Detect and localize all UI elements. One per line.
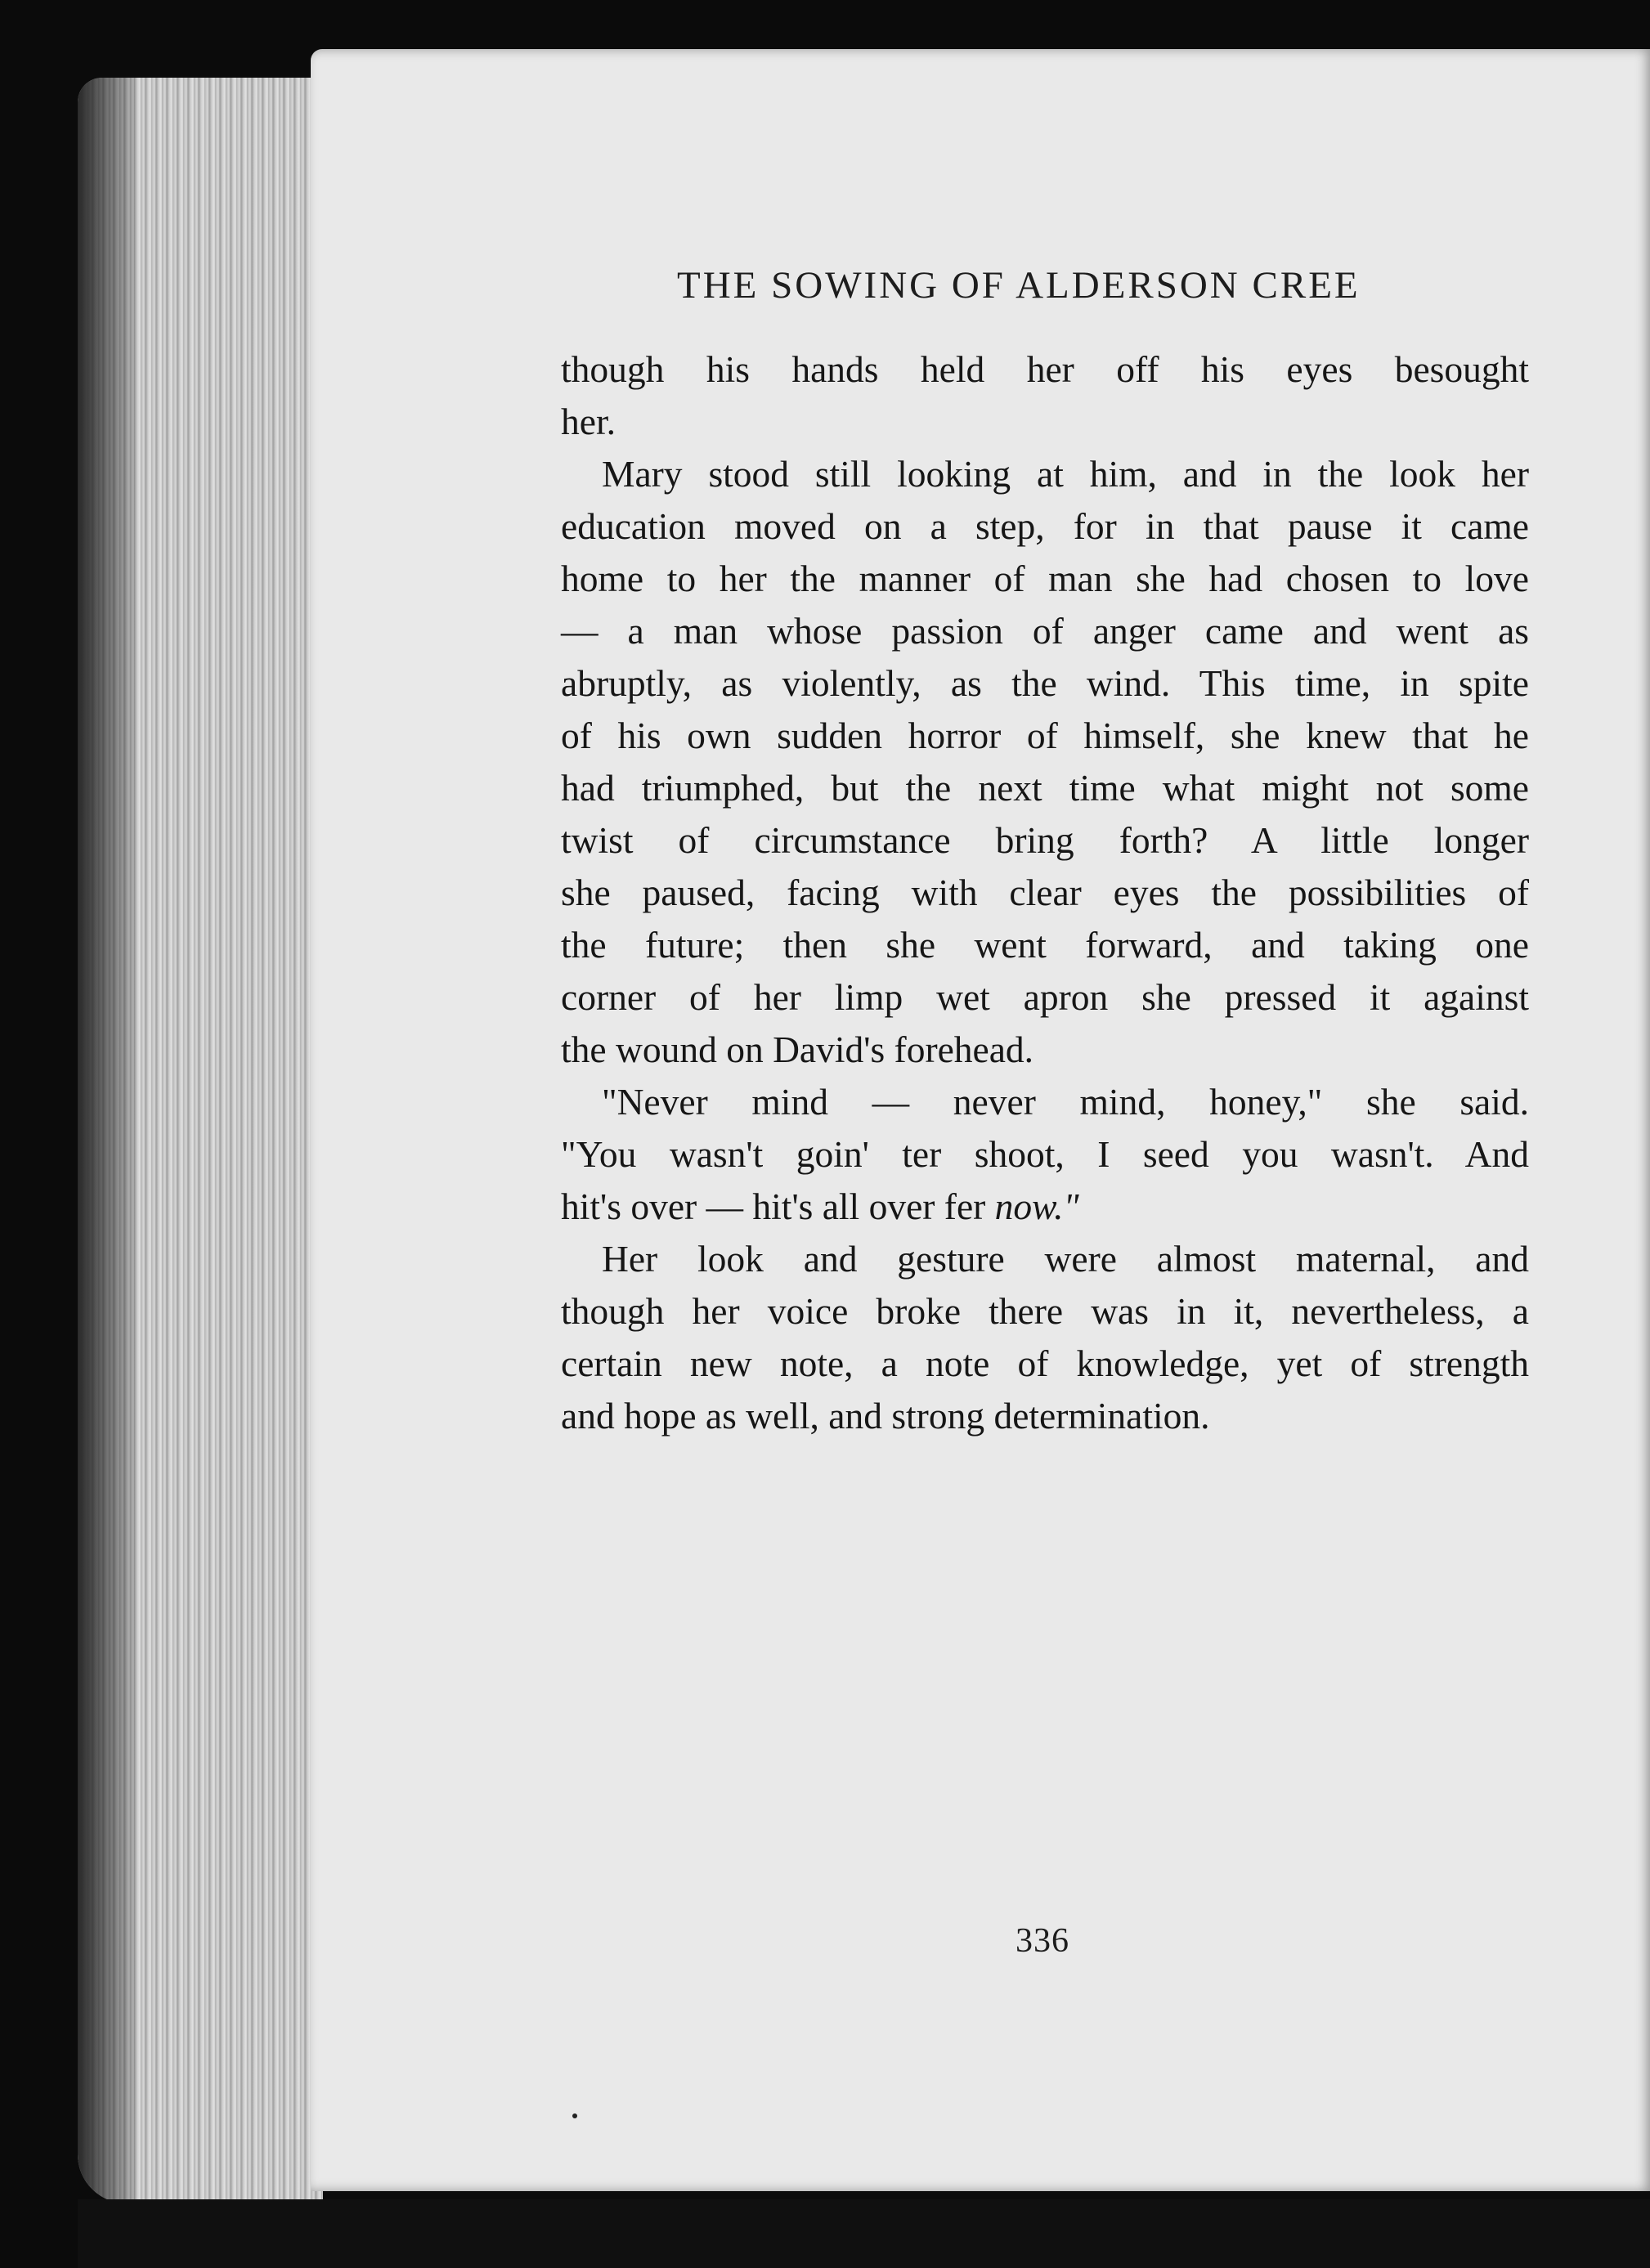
text-line: home to her the manner of man she had chosen to love bbox=[561, 558, 1529, 599]
ink-speck bbox=[572, 2113, 577, 2118]
body-text bbox=[561, 343, 1529, 1442]
text-line: the future; then she went forward, and taking one bbox=[561, 924, 1529, 966]
text-line: had triumphed, but the next time what might not some bbox=[561, 767, 1529, 809]
text-line: corner of her limp wet apron she pressed it against bbox=[561, 976, 1529, 1018]
text-line: the wound on David's forehead. bbox=[561, 1029, 1034, 1070]
emphasized-word: now." bbox=[994, 1186, 1079, 1227]
text-line: education moved on a step, for in that pause it came bbox=[561, 505, 1529, 547]
text-line: twist of circumstance bring forth? A little longer bbox=[561, 819, 1529, 861]
text-line: Mary stood still looking at him, and in the look her bbox=[602, 453, 1529, 495]
text-line: she paused, facing with clear eyes the possibilities of bbox=[561, 872, 1529, 913]
text-line: — a man whose passion of anger came and went as bbox=[561, 610, 1529, 652]
page-number: 336 bbox=[1016, 1922, 1069, 1960]
bottom-shadow bbox=[78, 2199, 1650, 2268]
text-line: though her voice broke there was in it, nevertheless, a bbox=[561, 1290, 1529, 1332]
text-line: certain new note, a note of knowledge, yet of strength bbox=[561, 1342, 1529, 1384]
text-line: her. bbox=[561, 401, 616, 442]
text-line: and hope as well, and strong determination. bbox=[561, 1395, 1210, 1437]
text-line: of his own sudden horror of himself, she knew that he bbox=[561, 715, 1529, 756]
page-edges-shadow bbox=[78, 78, 135, 2203]
text-line: though his hands held her off his eyes besought bbox=[561, 348, 1529, 390]
running-head: THE SOWING OF ALDERSON CREE bbox=[677, 264, 1361, 307]
text-line: "Never mind — never mind, honey," she said. bbox=[602, 1081, 1529, 1123]
text-line: "You wasn't goin' ter shoot, I seed you wasn't. And bbox=[561, 1133, 1529, 1175]
text-line-part: hit's over — hit's all over fer bbox=[561, 1186, 995, 1227]
text-line bbox=[561, 1181, 1529, 1233]
text-line: Her look and gesture were almost maternal, and bbox=[602, 1238, 1529, 1280]
text-line: abruptly, as violently, as the wind. This time, in spite bbox=[561, 662, 1529, 704]
